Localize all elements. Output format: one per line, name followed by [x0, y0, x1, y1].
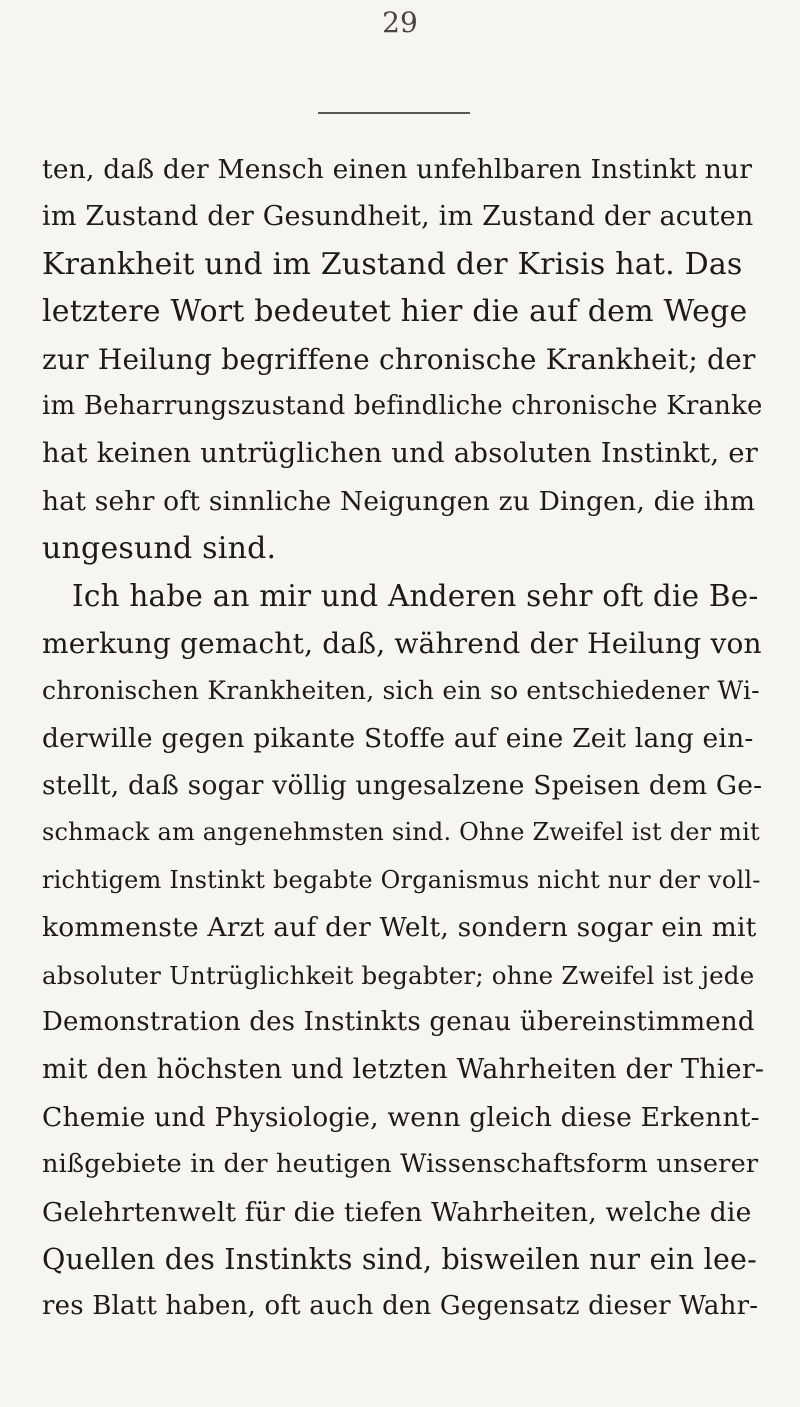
- text-line: zur Heilung begriffene chronische Krankheit; der: [42, 342, 756, 376]
- text-line: Krankheit und im Zustand der Krisis hat. Das: [42, 246, 743, 282]
- text-line: im Beharrungszustand befindliche chronische Kranke: [42, 390, 763, 421]
- text-line: schmack am angenehmsten sind. Ohne Zweifel ist der mit: [42, 818, 760, 847]
- text-line: kommenste Arzt auf der Welt, sondern sogar ein mit: [42, 912, 757, 944]
- text-line: absoluter Untrüglichkeit begabter; ohne Zweifel ist jede: [42, 960, 755, 990]
- text-line: stellt, daß sogar völlig ungesalzene Speisen dem Ge-: [42, 770, 763, 802]
- text-line: Ich habe an mir und Anderen sehr oft die Be-: [72, 578, 759, 613]
- text-line: ungesund sind.: [42, 531, 277, 567]
- text-line: Quellen des Instinkts sind, bisweilen nur ein lee-: [42, 1242, 757, 1276]
- page-number: 29: [382, 6, 418, 39]
- text-block: [42, 146, 764, 1331]
- text-line: res Blatt haben, oft auch den Gegensatz dieser Wahr-: [42, 1291, 759, 1322]
- text-line: richtigem Instinkt begabte Organismus nicht nur der voll-: [42, 865, 761, 894]
- text-line: hat sehr oft sinnliche Neigungen zu Dingen, die ihm: [42, 485, 756, 517]
- text-line: chronischen Krankheiten, sich ein so entschiedener Wi-: [42, 676, 760, 706]
- header-rule: [318, 112, 470, 114]
- text-line: im Zustand der Gesundheit, im Zustand der acuten: [42, 201, 754, 233]
- text-line: merkung gemacht, daß, während der Heilung von: [42, 626, 762, 660]
- text-line: derwille gegen pikante Stoffe auf eine Zeit lang ein-: [42, 722, 754, 754]
- text-line: hat keinen untrüglichen und absoluten Instinkt, er: [42, 437, 759, 470]
- text-line: ten, daß der Mensch einen unfehlbaren Instinkt nur: [42, 154, 753, 185]
- text-line: nißgebiete in der heutigen Wissenschaftsform unserer: [42, 1149, 759, 1180]
- text-line: mit den höchsten und letzten Wahrheiten der Thier-: [42, 1054, 764, 1086]
- text-line: Gelehrtenwelt für die tiefen Wahrheiten, welche die: [42, 1196, 752, 1228]
- text-line: Chemie und Physiologie, wenn gleich diese Erkennt-: [42, 1101, 760, 1133]
- text-line: Demonstration des Instinkts genau übereinstimmend: [42, 1007, 755, 1038]
- text-line: letztere Wort bedeutet hier die auf dem Wege: [42, 294, 748, 330]
